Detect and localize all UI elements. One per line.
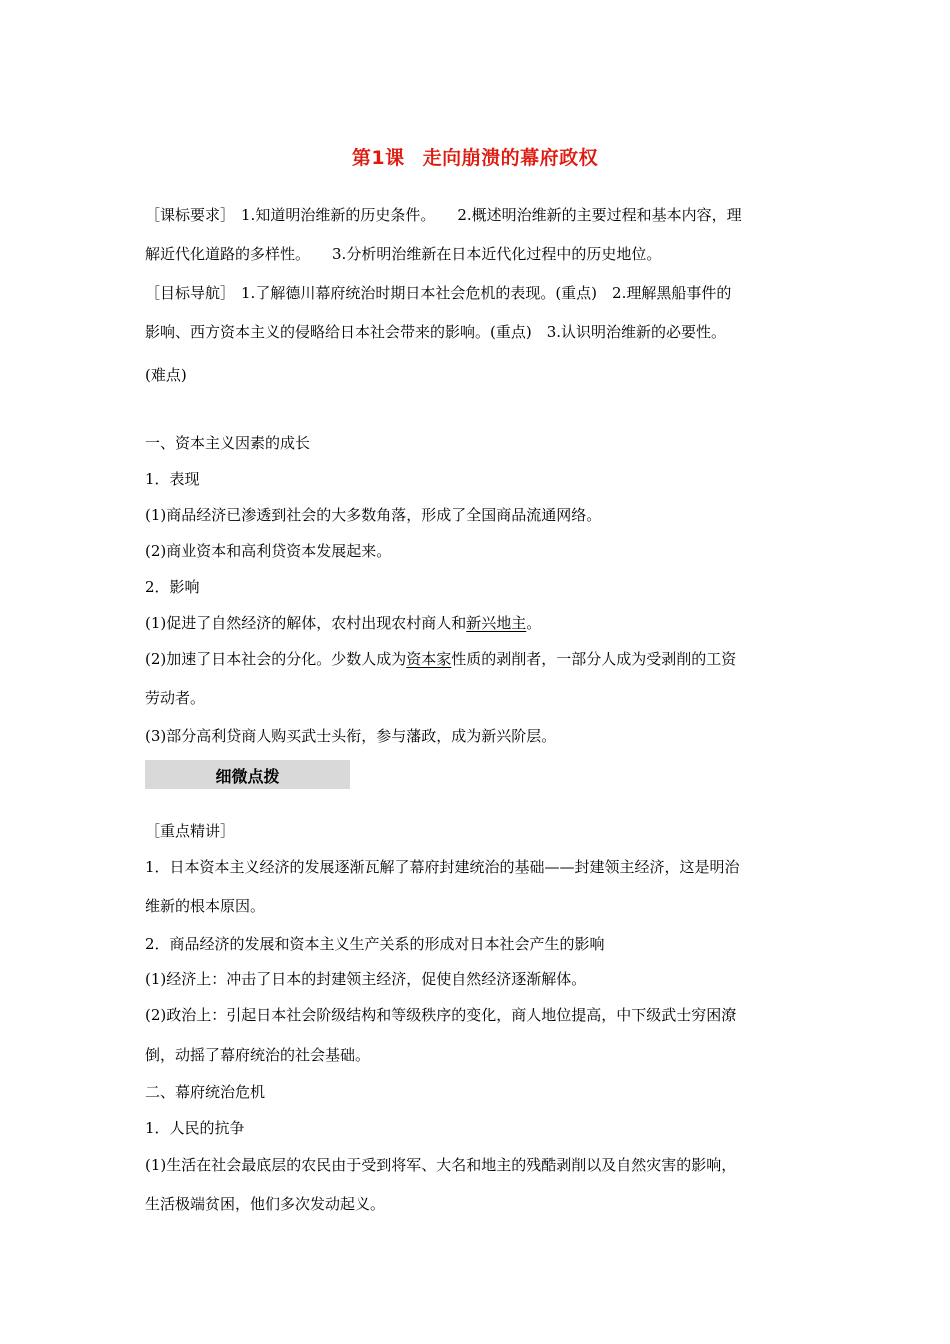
- section-2-item-1-line-1: (1)生活在社会最底层的农民由于受到将军、大名和地主的残酷剥削以及自然灾害的影响，: [145, 1156, 737, 1174]
- underlined-term: 新兴地主: [466, 614, 527, 632]
- impact-2-text: (2)加速了日本社会的分化。少数人成为: [145, 650, 407, 668]
- note-1-line-2: 维新的根本原因。: [145, 897, 266, 915]
- lesson-title: [0, 143, 950, 170]
- goals-line-1: [145, 283, 810, 303]
- goals-line-3: (难点): [145, 366, 187, 384]
- note-1-line-1: 1．日本资本主义经济的发展逐渐瓦解了幕府封建统治的基础——封建领主经济，这是明治: [145, 858, 740, 876]
- impact-2: [145, 649, 810, 669]
- goals-line-2: 影响、西方资本主义的侵略给日本社会带来的影响。(重点) 3.认识明治维新的必要性。: [145, 323, 727, 341]
- underlined-term: 资本家: [406, 650, 452, 668]
- tips-banner-label: 细微点拨: [215, 767, 280, 786]
- impact-2-line-2: 劳动者。: [145, 689, 206, 707]
- requirement-2-a: 2.概述明治维新的主要过程和基本内容，理: [457, 206, 742, 224]
- goals-tag: ［目标导航］: [145, 284, 236, 302]
- lesson-name: 走向崩溃的幕府政权: [422, 147, 599, 169]
- notes-tag: ［重点精讲］: [145, 822, 236, 840]
- note-2-item-1: (1)经济上：冲击了日本的封建领主经济，促使自然经济逐渐解体。: [145, 970, 587, 988]
- section-1-heading: 一、资本主义因素的成长: [145, 434, 311, 452]
- section-1-sub-1: 1．表现: [145, 470, 200, 488]
- requirement-3: 3.分析明治维新在日本近代化过程中的历史地位。: [332, 245, 662, 263]
- tips-banner: [145, 760, 350, 789]
- impact-1-end: 。: [526, 614, 542, 632]
- section-2-heading: 二、幕府统治危机: [145, 1083, 266, 1101]
- requirements-tag: ［课标要求］: [145, 206, 236, 224]
- requirement-2-b: 解近代化道路的多样性。: [145, 245, 311, 263]
- section-1-sub-2: 2．影响: [145, 578, 200, 596]
- impact-2-rest: 性质的剥削者，一部分人成为受剥削的工资: [451, 650, 737, 668]
- note-2: 2．商品经济的发展和资本主义生产关系的形成对日本社会产生的影响: [145, 935, 605, 953]
- note-2-item-2-line-1: (2)政治上：引起日本社会阶级结构和等级秩序的变化，商人地位提高，中下级武士穷困潦: [145, 1006, 737, 1024]
- list-item: (2)商业资本和高利贷资本发展起来。: [145, 542, 392, 560]
- lesson-number: 第1课: [351, 147, 405, 169]
- impact-1-text: (1)促进了自然经济的解体，农村出现农村商人和: [145, 614, 467, 632]
- requirement-1: 1.知道明治维新的历史条件。: [241, 206, 436, 224]
- section-2-item-1-line-2: 生活极端贫困，他们多次发动起义。: [145, 1195, 386, 1213]
- impact-3: (3)部分高利贷商人购买武士头衔，参与藩政，成为新兴阶层。: [145, 727, 557, 745]
- goals-text-1: 1.了解德川幕府统治时期日本社会危机的表现。(重点) 2.理解黑船事件的: [241, 284, 732, 302]
- list-item: (1)商品经济已渗透到社会的大多数角落，形成了全国商品流通网络。: [145, 506, 602, 524]
- requirements-line-2: [145, 244, 810, 264]
- impact-1: [145, 613, 810, 633]
- note-2-item-2-line-2: 倒，动摇了幕府统治的社会基础。: [145, 1046, 371, 1064]
- requirements-line-1: [145, 205, 810, 225]
- section-2-sub-1: 1．人民的抗争: [145, 1119, 245, 1137]
